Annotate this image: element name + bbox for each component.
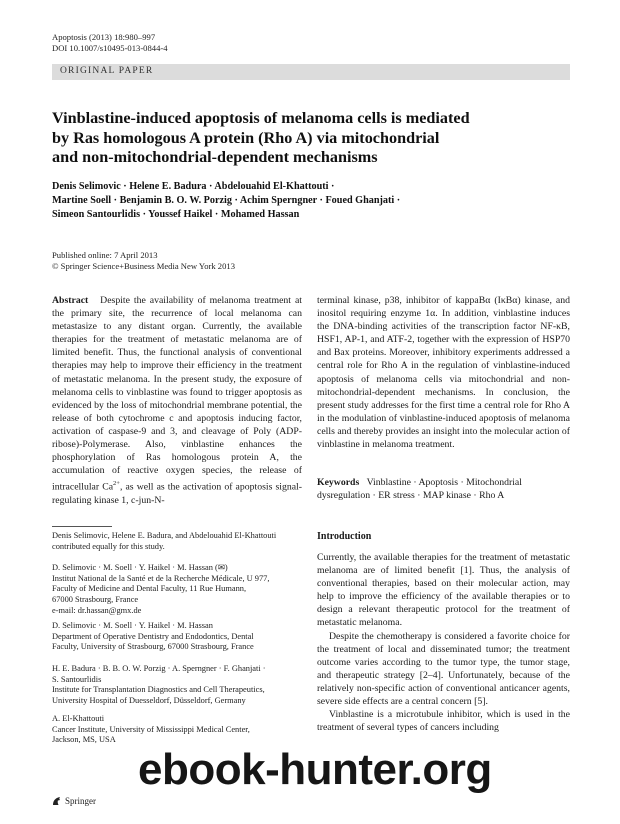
affiliation-block <box>52 621 302 653</box>
affiliation-line: Institut National de la Santé et de la Recherche Médicale, U 977, <box>52 573 270 583</box>
affiliation-line: Jackson, MS, USA <box>52 735 116 745</box>
intro-text-span: Currently, the available therapies for the treatment of metastatic melanoma are of limited benefit [ <box>317 552 570 577</box>
citation-link[interactable]: 1 <box>463 565 469 577</box>
title-line: and non-mitochondrial-dependent mechanisms <box>52 148 378 166</box>
article-type-band <box>52 64 570 80</box>
published-date: Published online: 7 April 2013 <box>52 250 158 260</box>
title-line: by Ras homologous A protein (Rho A) via mitochondrial <box>52 128 440 147</box>
copyright-line: © Springer Science+Business Media New York 2013 <box>52 261 235 271</box>
intro-text-span: ]. Unfortunately, because of the relatively non-specific action of conventional anticancer agents, severe side effects are a central concern [ <box>317 669 570 708</box>
affiliation-email[interactable]: e-mail: dr.hassan@gmx.de <box>52 605 142 615</box>
author-line: Simeon Santourlidis · Youssef Haikel · Mohamed Hassan <box>52 209 300 220</box>
title-line: Vinblastine-induced apoptosis of melanoma cells is mediated <box>52 109 470 127</box>
journal-citation <box>52 32 168 53</box>
affiliation-block <box>52 714 302 746</box>
contribution-note: Denis Selimovic, Helene E. Badura, and Abdelouahid El-Khattouti contributed equally for this study. <box>52 531 277 551</box>
affiliation-line: Institute for Transplantation Diagnostics and Cell Therapeutics, <box>52 685 265 695</box>
footnote-divider <box>52 526 112 527</box>
affiliation-authors: S. Santourlidis <box>52 674 102 684</box>
author-line: Denis Selimovic · Helene E. Badura · Abdelouahid El-Khattouti · <box>52 181 335 192</box>
affiliation-line: Cancer Institute, University of Mississippi Medical Center, <box>52 724 250 734</box>
affiliation-line: Faculty of Medicine and Dental Faculty, 11 Rue Humann, <box>52 584 247 594</box>
author-list <box>52 180 522 222</box>
keywords-text: Vinblastine · Apoptosis · Mitochondrial dysregulation · ER stress · MAP kinase · Rho A <box>317 477 522 502</box>
introduction-heading: Introduction <box>317 531 372 542</box>
abstract-text-right: terminal kinase, p38, inhibitor of kappaBα (IκBα) kinase, and inositol requiring enzyme 1α. In addition, vinblastine induces the DNA-binding activities of the transcription factor NF-κB, HSF1, AP-1, and ATF-2, together with the expression of HSP70 and Bax proteins. Moreover, inhibitory experiments addressed a central role for Rho A in the regulation of vinblastine-induced apoptosis of melanoma cells via mitochondrial and non-mitochondrial-dependent mechanisms. In conclusion, the present study addresses for the first time a central role for Rho A in the modulation of vinblastine-induced apoptosis of melanoma cells and thereby provides an insight into the molecular action of vinblastine in melanoma treatment. <box>317 295 570 451</box>
affiliation-block <box>52 664 302 707</box>
intro-text-span: ]. Thus, the analysis of conventional therapies, based on their molecular action, may help to improve the efficiency of the available therapies or to design a relevant therapeutic protocol for the treatment of metastatic melanoma. <box>317 565 570 629</box>
abstract-left-column <box>52 294 302 507</box>
intro-text-span: ]. <box>482 696 488 708</box>
introduction-text <box>317 551 570 734</box>
abstract-text-left-end: , as well as the activation of apoptosis signal-regulating kinase 1, c-jun-N- <box>52 481 302 506</box>
publication-info <box>52 250 235 272</box>
springer-horse-icon <box>52 796 61 806</box>
ca-superscript: 2+ <box>113 480 120 488</box>
author-line: Martine Soell · Benjamin B. O. W. Porzig · Achim Sperngner · Foued Ghanjati · <box>52 195 401 206</box>
article-type-label: ORIGINAL PAPER <box>60 66 154 76</box>
intro-text-span: Despite the chemotherapy is considered a favorite choice for the treatment of local and disseminated tumor; the treatment outcome varies according to the tumor type, the tumor stage, and therapeutic strategy [ <box>317 630 570 681</box>
affiliation-authors: D. Selimovic · M. Soell · Y. Haikel · M. Hassan (✉) <box>52 563 228 572</box>
affiliation-authors: D. Selimovic · M. Soell · Y. Haikel · M. Hassan <box>52 621 213 630</box>
doi-line: DOI 10.1007/s10495-013-0844-4 <box>52 42 168 53</box>
intro-paragraph <box>317 630 570 709</box>
abstract-right-column <box>317 294 570 451</box>
publisher-name: Springer <box>65 796 96 806</box>
publisher-footer <box>52 796 96 806</box>
citation-link[interactable]: 2–4 <box>422 669 438 681</box>
affiliation-line: Department of Operative Dentistry and Endodontics, Dental <box>52 631 254 641</box>
affiliation-line: Faculty, University of Strasbourg, 67000 Strasbourg, France <box>52 642 254 652</box>
affiliation-line: University Hospital of Duesseldorf, Düsseldorf, Germany <box>52 696 246 706</box>
abstract-text-left: Despite the availability of melanoma treatment at the primary site, the recurrence of local melanoma can metastasize to any distant organ. Currently, the available therapies for the treatment of metastatic melanoma are of limited benefit. Thus, the functional analysis of conventional therapies may help to improve their efficiency in the treatment of metastatic melanoma. In the present study, the exposure of melanoma cells to vinblastine was found to trigger apoptosis as evidenced by the loss of mitochondrial membrane potential, the release of both cytochrome c and apoptosis inducing factor, activation of caspase-9 and 3, and cleavage of Poly (ADP-ribose)-Polymerase. Also, vinblastine enhances the phosphorylation of Ras homologous protein A, the accumulation of reactive oxygen species, the release of intracellular Ca <box>52 295 303 493</box>
citation-link[interactable]: 5 <box>477 696 483 708</box>
journal-line: Apoptosis (2013) 18:980–997 <box>52 32 156 42</box>
keywords-block <box>317 476 570 502</box>
intro-paragraph <box>317 551 570 630</box>
article-title <box>52 109 532 168</box>
abstract-label: Abstract <box>52 295 89 306</box>
affiliation-authors: H. E. Badura · B. B. O. W. Porzig · A. Sperngner · F. Ghanjati · <box>52 664 266 673</box>
intro-paragraph: Vinblastine is a microtubule inhibitor, which is used in the treatment of several types of cancers including <box>317 709 570 734</box>
keywords-label: Keywords <box>317 477 360 488</box>
affiliation-authors: A. El-Khattouti <box>52 714 105 723</box>
affiliation-block <box>52 563 302 617</box>
affiliation-line: 67000 Strasbourg, France <box>52 595 139 605</box>
watermark-text: ebook-hunter.org <box>138 745 492 794</box>
